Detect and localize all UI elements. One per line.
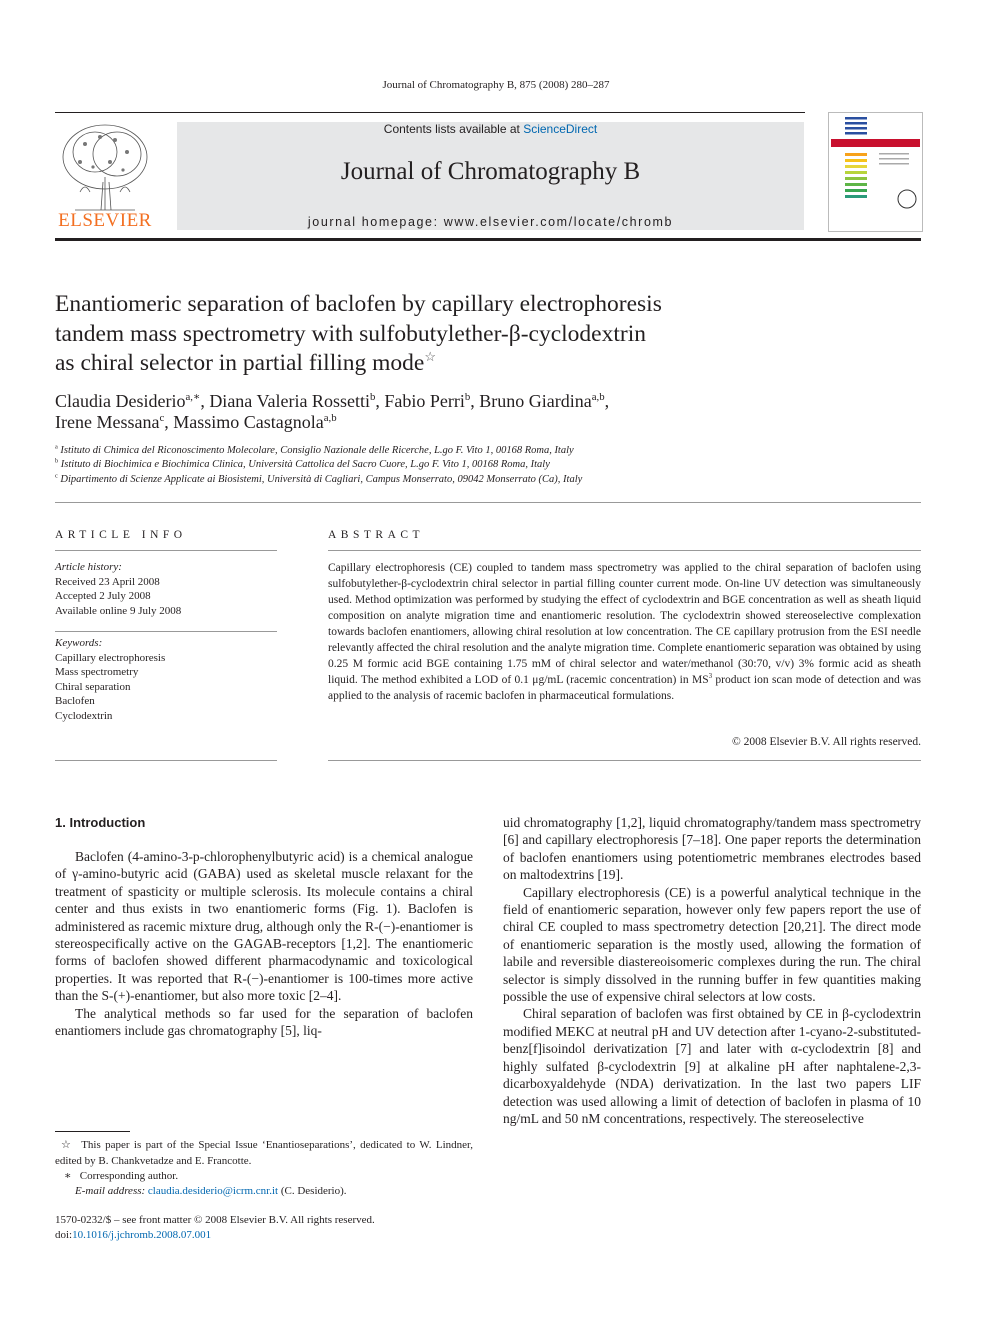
- elsevier-wordmark: ELSEVIER: [58, 210, 152, 231]
- keyword: Baclofen: [55, 695, 95, 707]
- abstract-rule-top: [328, 550, 921, 551]
- author-separator: ,: [200, 391, 210, 411]
- accepted-date: Accepted 2 July 2008: [55, 590, 151, 602]
- online-date: Available online 9 July 2008: [55, 604, 182, 617]
- footnote-email: [75, 1184, 475, 1200]
- email-label: E-mail address:: [75, 1185, 148, 1197]
- abstract-copyright: © 2008 Elsevier B.V. All rights reserved.: [732, 736, 921, 748]
- title-footnote-mark[interactable]: ☆: [424, 349, 436, 365]
- doi-link[interactable]: 10.1016/j.jchromb.2008.07.001: [72, 1228, 212, 1241]
- abstract-text: [328, 560, 921, 704]
- author-affil-ref[interactable]: a,∗: [185, 391, 201, 403]
- title-line-1: Enantiomeric separation of baclofen by capillary electrophoresis: [55, 291, 662, 317]
- paragraph: Capillary electrophoresis (CE) is a powerful analytical technique in the field of enantiomeric separation, however only few papers report the use of chiral CE coupled to mass spectrometry detection [20,21]. The direct mode of enantiomeric separation is the mostly used, allowing the formation of labile and reversible diastereoisomeric complexes during the run. The chiral selector is simply dissolved in the running buffer in few quantities making possible the use of expensive chiral selectors at low costs.: [503, 884, 921, 1005]
- journal-cover-thumbnail: [828, 112, 923, 232]
- info-rule-mid: [55, 631, 277, 632]
- author-affil-ref[interactable]: a,b: [323, 412, 337, 424]
- article-history: [55, 560, 277, 618]
- title-line-2: tandem mass spectrometry with sulfobutylether-β-cyclodextrin: [55, 320, 646, 347]
- affiliation-text: Istituto di Chimica del Riconoscimento Molecolare, Consiglio Nazionale delle Ricerche, L.go F. Vito 1, 00168 Roma, Italy: [60, 445, 574, 456]
- email-link[interactable]: claudia.desiderio@icrm.cnr.it: [147, 1185, 279, 1197]
- body-left-column: [55, 848, 473, 1039]
- bottom-info: [55, 1213, 375, 1242]
- title-line-3: as chiral selector in partial filling mode: [55, 350, 425, 376]
- section-heading-introduction: 1. Introduction: [55, 815, 146, 830]
- author-name: Claudia Desiderio: [55, 391, 186, 411]
- affiliation-key: c: [55, 472, 58, 480]
- footnote-rule: [55, 1131, 130, 1132]
- body-right-column: [503, 814, 921, 1127]
- info-rule-top: [55, 550, 277, 551]
- author-separator: ,: [604, 391, 610, 411]
- author-affil-ref[interactable]: a,b: [591, 391, 605, 403]
- affiliation-c: [55, 474, 582, 485]
- affiliation-text: Dipartimento di Scienze Applicate ai Biosistemi, Università di Cagliari, Campus Monserrato, 09042 Monserrato (Ca), Italy: [60, 474, 583, 485]
- abstract-superscript: 3: [708, 673, 713, 681]
- paragraph: Baclofen (4-amino-3-p-chlorophenylbutyric acid) is a chemical analogue of γ-amino-butyric acid (GABA) used as skeletal muscle relaxant for the treatment of spasticity or multiple sclerosis. Its molecule contains a chiral center and thus exists in two enantiomeric forms (Fig. 1). Baclofen is administered as racemic mixture drug, although only the R-(−)-enantiomer is stereospecifically active on the GAGAB-receptors [1,2]. The enantiomeric forms of baclofen showed different pharmacodynamic and toxicological properties. It was reported that R-(−)-enantiomer is 100-times more active than the S-(+)-enantiomer, but also more toxic [2–4].: [55, 849, 473, 1004]
- article-title: [55, 290, 815, 379]
- affiliation-a: [55, 445, 574, 456]
- journal-title: Journal of Chromatography B: [340, 158, 641, 185]
- header-rule: [55, 112, 805, 113]
- affiliation-rule: [55, 502, 921, 503]
- author-name: Irene Messana: [55, 412, 160, 432]
- keywords-label: Keywords:: [55, 637, 103, 649]
- doi-label: doi:: [55, 1228, 73, 1241]
- affiliation-b: [55, 459, 550, 470]
- author-name: Diana Valeria Rossetti: [209, 391, 370, 411]
- footnote-star-text: This paper is part of the Special Issue ‘Enantioseparations’, dedicated to W. Lindner, edited by B. Chankvetadze and E. Francotte.: [55, 1139, 473, 1167]
- author-separator: ,: [470, 391, 480, 411]
- author-name: Massimo Castagnola: [173, 412, 324, 432]
- author-separator: ,: [164, 412, 174, 432]
- contents-line: [177, 122, 804, 136]
- article-info-heading: ARTICLE INFO: [55, 529, 187, 541]
- issn-line: 1570-0232/$ – see front matter © 2008 Elsevier B.V. All rights reserved.: [55, 1214, 375, 1226]
- author-affil-ref[interactable]: c: [159, 412, 165, 424]
- keyword: Chiral separation: [55, 680, 131, 693]
- keyword: Cyclodextrin: [55, 709, 113, 722]
- author-list: [55, 391, 815, 433]
- affiliation-text: Istituto di Biochimica e Biochimica Clinica, Università Cattolica del Sacro Cuore, L.go F. Vito 1, 00168 Roma, Italy: [60, 459, 550, 470]
- author-affil-ref[interactable]: b: [369, 391, 376, 403]
- author-affil-ref[interactable]: b: [464, 391, 471, 403]
- sciencedirect-link[interactable]: ScienceDirect: [523, 122, 598, 136]
- info-rule-bottom: [55, 760, 277, 761]
- author-separator: ,: [375, 391, 385, 411]
- keyword: Capillary electrophoresis: [55, 651, 166, 664]
- abstract-rule-bottom: [328, 760, 921, 761]
- header-thick-rule: [55, 238, 921, 241]
- abstract-part-1: Capillary electrophoresis (CE) coupled to tandem mass spectrometry was applied to the chiral separation of baclofen using sulfobutylether-β-cyclodextrin chiral selector in partial filling counter current mode. On-line UV detection was simultaneously used. Method optimization was performed by studying the effect of cyclodextrin and BGE concentration as well as sheath liquid composition on analyte migration time and enantiomeric resolution. The cyclodextrin showed stereoselective complexation towards baclofen enantiomers, allowing chiral resolution at low concentration. The CE capillary protrusion from the ESI needle relevantly affected the chiral resolution and the analyte migration time. Complete enantiomeric separation was obtained by using 0.25 M formic acid BGE containing 1.75 mM of chiral selector and water/methanol (30:70, v/v) 3% formic acid as sheath liquid. The method exhibited a LOD of 0.1 μg/mL (racemic concentration) in MS: [328, 562, 921, 686]
- journal-citation: Journal of Chromatography B, 875 (2008) 280–287: [382, 79, 610, 91]
- author-name: Bruno Giardina: [479, 391, 592, 411]
- journal-homepage[interactable]: journal homepage: www.elsevier.com/locate/chromb: [307, 215, 674, 229]
- keywords-block: [55, 636, 277, 723]
- history-label: Article history:: [55, 561, 122, 573]
- contents-prefix: Contents lists available at: [383, 122, 524, 136]
- paragraph: The analytical methods so far used for the separation of baclofen enantiomers include gas chromatography [5], liq-: [55, 1005, 473, 1039]
- affiliation-key: a: [55, 443, 58, 451]
- abstract-part-2: product ion scan mode of detection and was applied to the analysis of racemic baclofen in pharmaceutical formulations.: [328, 674, 921, 702]
- abstract-heading: ABSTRACT: [328, 529, 425, 541]
- affiliation-key: b: [55, 457, 59, 465]
- footnote-corr-mark: ∗: [64, 1170, 72, 1182]
- footnote-star-mark: ☆: [61, 1139, 73, 1151]
- footnote-special-issue: [55, 1138, 473, 1169]
- author-name: Fabio Perri: [384, 391, 465, 411]
- footnote-corr-text: Corresponding author.: [79, 1170, 179, 1182]
- keyword: Mass spectrometry: [55, 666, 139, 678]
- footnote-corresponding: [55, 1169, 473, 1185]
- email-suffix: (C. Desiderio).: [278, 1185, 347, 1197]
- paragraph: uid chromatography [1,2], liquid chromatography/tandem mass spectrometry [6] and capillary electrophoresis [7–18]. One paper reports the determination of baclofen enantiomers using potentiometric membranes electrodes based on maltodextrins [19].: [503, 815, 921, 883]
- received-date: Received 23 April 2008: [55, 575, 160, 588]
- paragraph: Chiral separation of baclofen was first obtained by CE in β-cyclodextrin modified MEKC at neutral pH and UV detection after 1-cyano-2-substituted-benz[f]isoindol derivatization [7] and later with α-cyclodextrin [8] and highly sulfated β-cyclodextrin [9] at alkaline pH after naphtalene-2,3-dicarboxyaldehyde (NDA) derivatization. In the last two papers LIF detection was used allowing a limit of detection of baclofen in plasma of 10 ng/mL and 50 nM concentrations, respectively. The stereoselective: [503, 1006, 921, 1126]
